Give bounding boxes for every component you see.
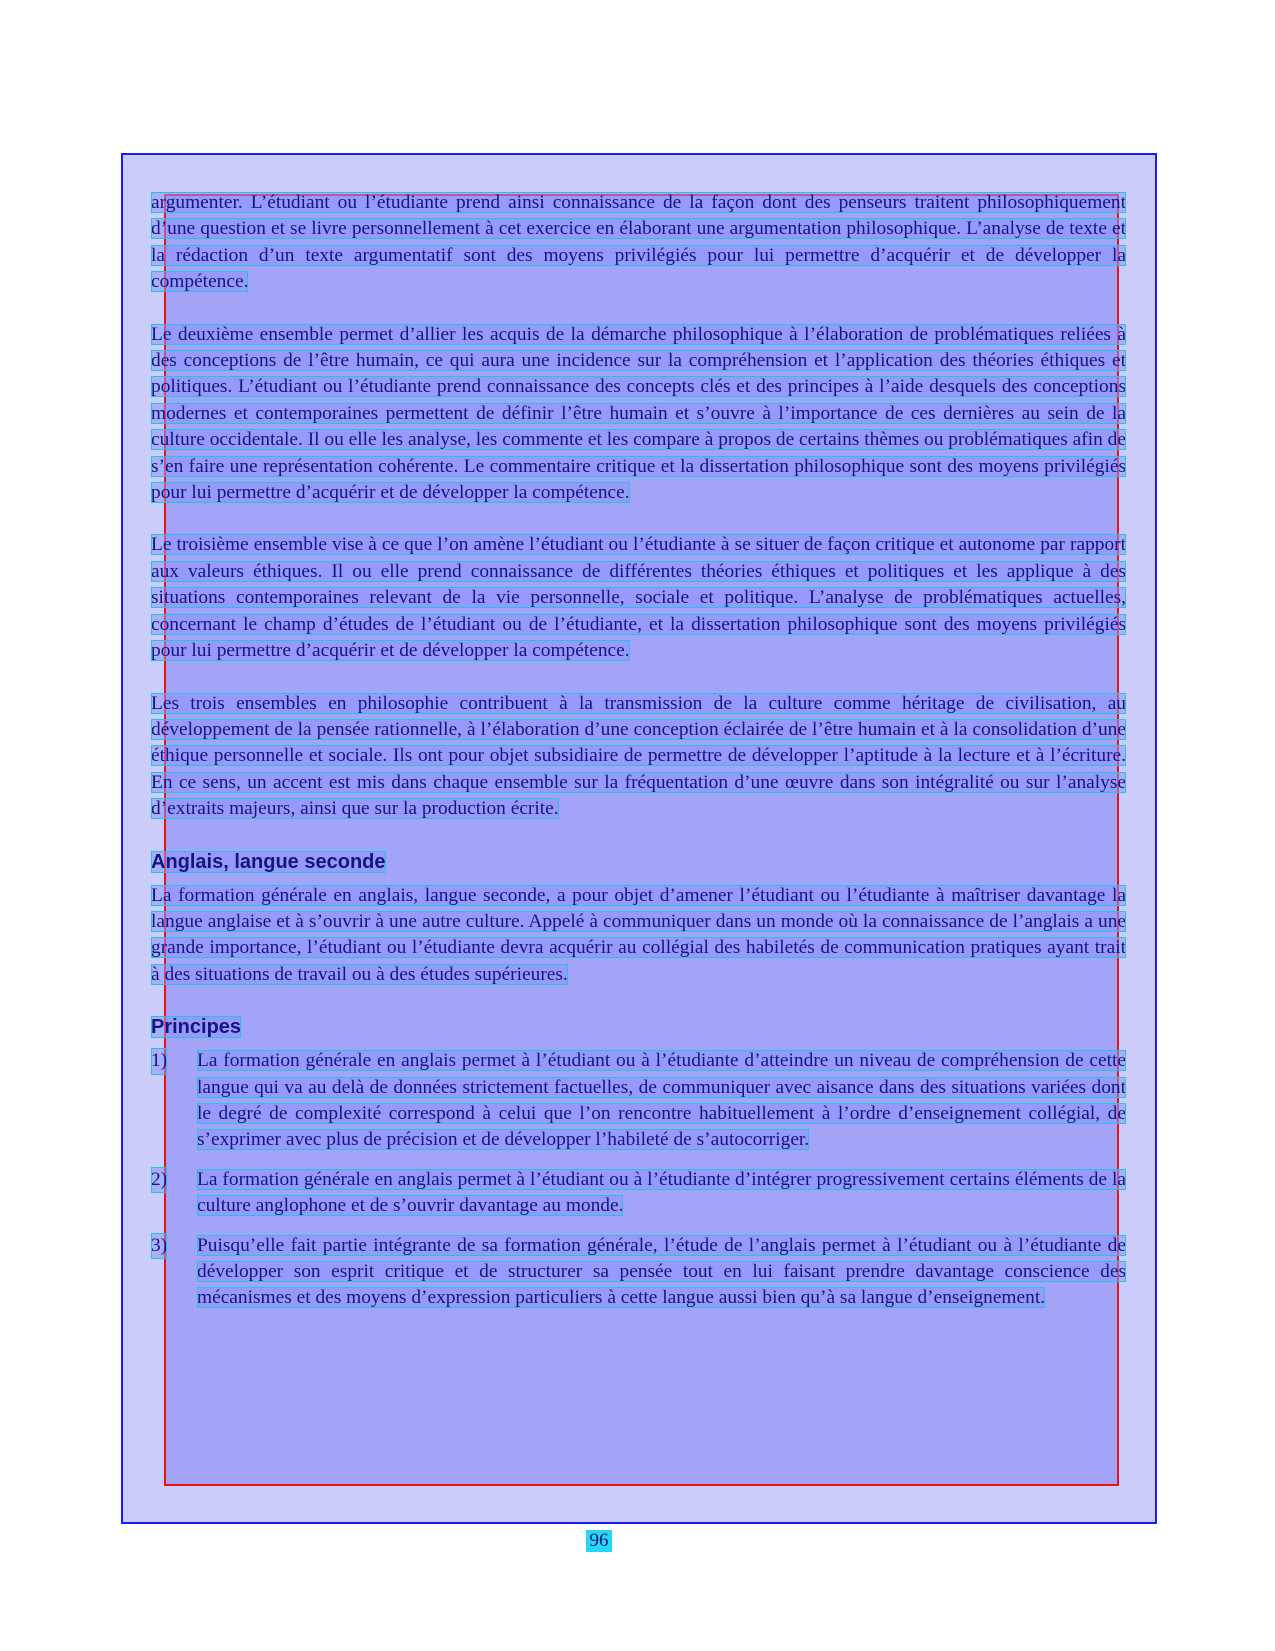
- section-intro-text: La formation générale en anglais, langue seconde, a pour objet d’amener l’étudiant ou l’étudiante à maîtriser davantage la langue anglaise et à s’ouvrir à une autre culture. Appelé à communiquer dans un monde où la connaissance de l’anglais a une grande importance, l’étudiant ou l’étudiante devra acquérir au collégial des habiletés de communication pratiques ayant trait à des situations de travail ou à des études supérieures.: [151, 884, 1126, 985]
- list-item: [151, 1167, 1126, 1220]
- principles-list: [151, 1048, 1126, 1312]
- section-intro: [151, 883, 1126, 989]
- paragraph-4-text: Les trois ensembles en philosophie contribuent à la transmission de la culture comme héritage de civilisation, au développement de la pensée rationnelle, à l’élaboration d’une conception éclairée de l’être humain et à la consolidation d’une éthique personnelle et sociale. Ils ont pour objet subsidiaire de permettre de développer l’aptitude à la lecture et à l’écriture. En ce sens, un accent est mis dans chaque ensemble sur la fréquentation d’une œuvre dans son intégralité ou sur l’analyse d’extraits majeurs, ainsi que sur la production écrite.: [151, 692, 1126, 820]
- list-item-text: La formation générale en anglais permet à l’étudiant ou à l’étudiante d’atteindre un niveau de compréhension de cette langue qui va au delà de données strictement factuelles, de communiquer avec aisance dans des situations variées dont le degré de complexité correspond à celui que l’on rencontre habituellement à l’ordre d’enseignement collégial, de s’exprimer avec plus de précision et de développer l’habileté de s’autocorriger.: [197, 1050, 1126, 1151]
- section-heading-text: Anglais, langue seconde: [151, 850, 386, 873]
- list-item-number: 2): [151, 1167, 167, 1193]
- paragraph-3: [151, 532, 1126, 664]
- paragraph-2-text: Le deuxième ensemble permet d’allier les acquis de la démarche philosophique à l’élaboration de problématiques reliées à des conceptions de l’être humain, ce qui aura une incidence sur la compréhension et l’application des théories éthiques et politiques. L’étudiant ou l’étudiante prend connaissance des concepts clés et des principes à l’aide desquels des conceptions modernes et contemporaines permettent de définir l’être humain et s’ouvre à l’importance de ces dernières au sein de la culture occidentale. Il ou elle les analyse, les commente et les compare à propos de certains thèmes ou problématiques afin de s’en faire une représentation cohérente. Le commentaire critique et la dissertation philosophique sont des moyens privilégiés pour lui permettre d’acquérir et de développer la compétence.: [151, 323, 1126, 504]
- list-item-number: 1): [151, 1048, 167, 1074]
- paragraph-3-text: Le troisième ensemble vise à ce que l’on amène l’étudiant ou l’étudiante à se situer de façon critique et autonome par rapport aux valeurs éthiques. Il ou elle prend connaissance de différentes théories éthiques et politiques et les applique à des situations contemporaines relevant de la vie personnelle, sociale et politique. L’analyse de problématiques actuelles, concernant le champ d’études de l’étudiant ou de l’étudiante, et la dissertation philosophique sont des moyens privilégiés pour lui permettre d’acquérir et de développer la compétence.: [151, 534, 1126, 662]
- page-number: 96: [586, 1530, 612, 1552]
- section-heading: [151, 849, 1126, 875]
- paragraph-1: [151, 190, 1126, 296]
- list-item-text: La formation générale en anglais permet à l’étudiant ou à l’étudiante d’intégrer progressivement certains éléments de la culture anglophone et de s’ouvrir davantage au monde.: [197, 1168, 1126, 1217]
- paragraph-2: [151, 322, 1126, 507]
- principles-heading: [151, 1014, 1126, 1040]
- page-content: [151, 190, 1126, 1325]
- list-item-text: Puisqu’elle fait partie intégrante de sa formation générale, l’étude de l’anglais permet à l’étudiant ou à l’étudiante de développer son esprit critique et de structurer sa pensée tout en lui faisant prendre davantage conscience des mécanismes et des moyens d’expression particuliers à cette langue aussi bien qu’à sa langue d’enseignement.: [197, 1234, 1126, 1309]
- list-item: [151, 1233, 1126, 1312]
- principles-heading-text: Principes: [151, 1016, 242, 1039]
- list-item-number: 3): [151, 1233, 167, 1259]
- paragraph-1-text: argumenter. L’étudiant ou l’étudiante prend ainsi connaissance de la façon dont des penseurs traitent philosophiquement d’une question et se livre personnellement à cet exercice en élaborant une argumentation philosophique. L’analyse de texte et la rédaction d’un texte argumentatif sont des moyens privilégiés pour lui permettre d’acquérir et de développer la compétence.: [151, 192, 1126, 293]
- paragraph-4: [151, 691, 1126, 823]
- list-item: [151, 1048, 1126, 1154]
